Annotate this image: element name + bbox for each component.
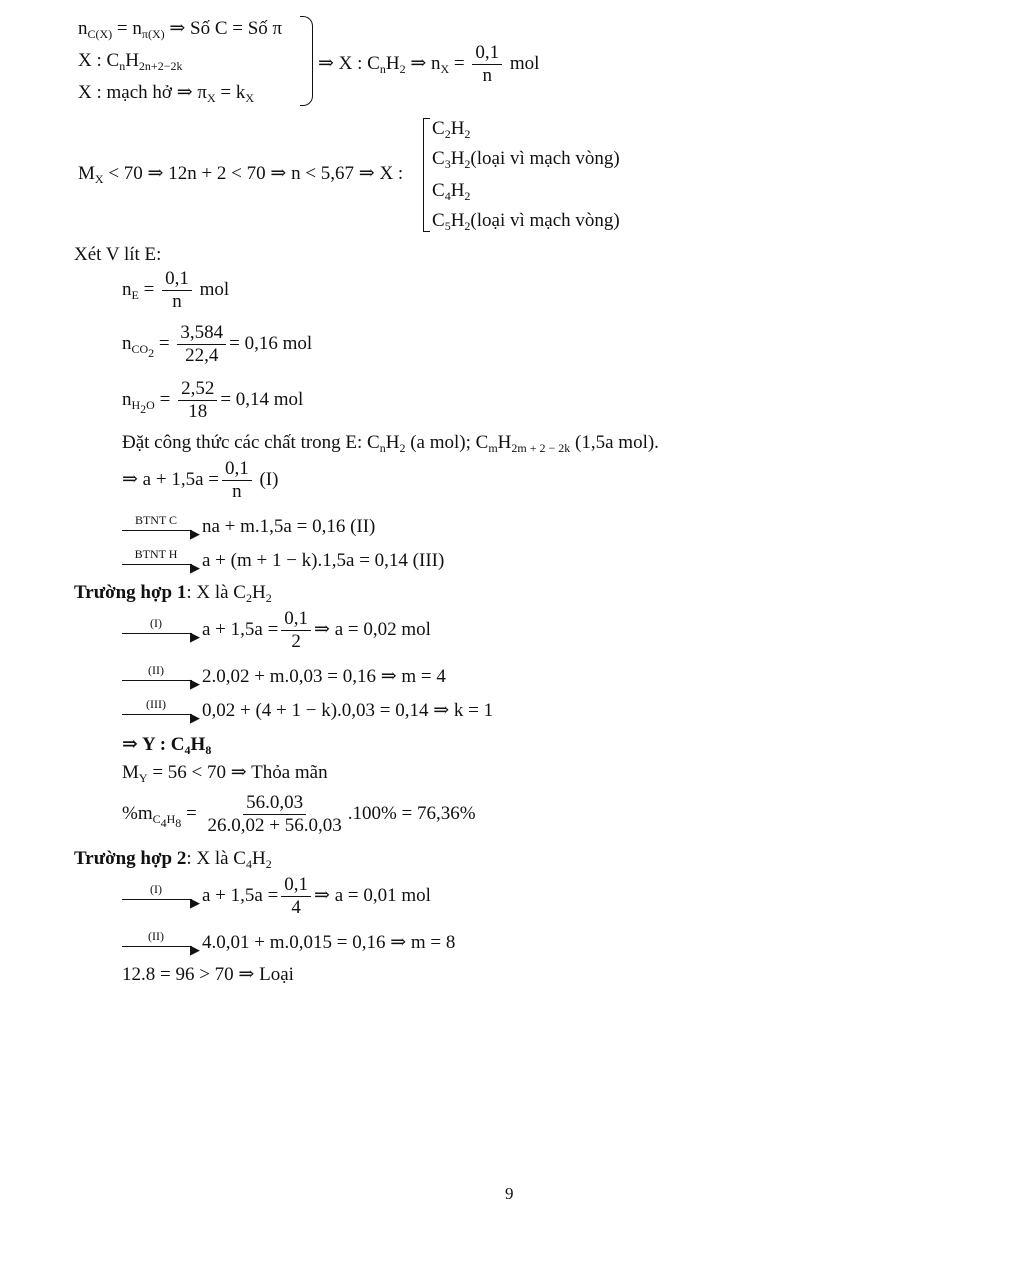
case1-y-formula: ⇒ Y : $C_4H_8$ bbox=[122, 734, 212, 757]
case1-step-iii: (III) ▶ 0,02 + (4 + 1 − k).0,03 = 0,14 ⇒ k = 1 bbox=[122, 700, 493, 723]
eq-nco2: $n_{CO_2}$ = $\frac{3,584}{22,4}$ = 0,16 mol bbox=[122, 322, 313, 366]
case2-step-ii: (II) ▶ 4.0,01 + m.0,015 = 0,16 ⇒ m = 8 bbox=[122, 932, 455, 955]
eq-ii: BTNT C ▶ na + m.1,5a = 0,16 (II) bbox=[122, 516, 375, 539]
case1-title: Trường hợp 1: X là $C_2H_2$ bbox=[74, 582, 272, 605]
case2-title: Trường hợp 2: X là $C_4H_2$ bbox=[74, 848, 272, 871]
arrow-iii: (III) ▶ bbox=[122, 701, 200, 723]
eq-i: ⇒ a + 1,5a = $\frac{0,1}{n}$ (I) bbox=[122, 458, 279, 502]
eq-iii: BTNT H ▶ a + (m + 1 − k).1,5a = 0,14 (III) bbox=[122, 550, 444, 573]
case1-step-i: (I) ▶ a + 1,5a = $\frac{0,1}{2}$ ⇒ a = 0,02 mol bbox=[122, 608, 431, 653]
option-c3h2: $C_3H_2(loại$ vì mạch vòng) bbox=[432, 148, 620, 171]
line-nc-equals-npi: $n_{C(X)} = n_{\pi(X)}$ ⇒ Số C = Số π bbox=[78, 18, 283, 41]
line-dat-cong-thuc: Đặt công thức các chất trong E: $C_nH_2$ (a mol); $C_mH_{2m + 2 - 2k}$ (1,5a mol). bbox=[122, 432, 659, 455]
case1-my: $M_Y = 56 < 70$ ⇒ Thỏa mãn bbox=[122, 762, 328, 785]
case2-step-i: (I) ▶ a + 1,5a = $\frac{0,1}{4}$ ⇒ a = 0,01 mol bbox=[122, 874, 431, 919]
heading-xet-v: Xét V lít E: bbox=[74, 244, 162, 265]
arrow-btnt-h: BTNT H ▶ bbox=[122, 551, 200, 573]
arrow-i: (I) ▶ bbox=[122, 620, 200, 642]
eq-ne: $n_E$ = $\frac{0,1}{n}$ mol bbox=[122, 268, 230, 312]
page-number: 9 bbox=[505, 1184, 514, 1203]
option-c5h2: $C_5H_2(loại$ vì mạch vòng) bbox=[432, 210, 620, 233]
left-bracket bbox=[423, 118, 430, 232]
option-c4h2: $C_4H_2$ bbox=[432, 180, 471, 203]
arrow-btnt-c: BTNT C ▶ bbox=[122, 517, 200, 539]
case2-conclusion: 12.8 = 96 > 70 ⇒ Loại bbox=[122, 964, 294, 985]
arrow-ii: (II) ▶ bbox=[122, 667, 200, 689]
eq-nh2o: $n_{H_2O}$ = $\frac{2,52}{18}$ = 0,14 mol bbox=[122, 378, 304, 422]
arrow-ii-case2: (II) ▶ bbox=[122, 933, 200, 955]
right-brace bbox=[300, 16, 313, 106]
line-mx-condition: $M_X < 70$ ⇒ 12n + 2 < 70 ⇒ n < 5,67 ⇒ X : bbox=[78, 163, 404, 186]
line-x-result: ⇒ X : $C_nH_2$ ⇒ $n_X$ = $\frac{0,1}{n}$ mol bbox=[318, 42, 540, 86]
option-c2h2: $C_2H_2$ bbox=[432, 118, 471, 141]
line-x-formula: X : $C_nH_{2n+2-2k}$ bbox=[78, 50, 183, 73]
case1-step-ii: (II) ▶ 2.0,02 + m.0,03 = 0,16 ⇒ m = 4 bbox=[122, 666, 446, 689]
case1-percent: $\%m_{C_4H_8}$ = $\frac{56.0,03}{26.0,02 + 56.0,03}$ .100% = 76,36% bbox=[122, 792, 476, 836]
arrow-i-case2: (I) ▶ bbox=[122, 886, 200, 908]
line-x-open-chain: X : mạch hở ⇒ $\pi_X = k_X$ bbox=[78, 82, 255, 105]
